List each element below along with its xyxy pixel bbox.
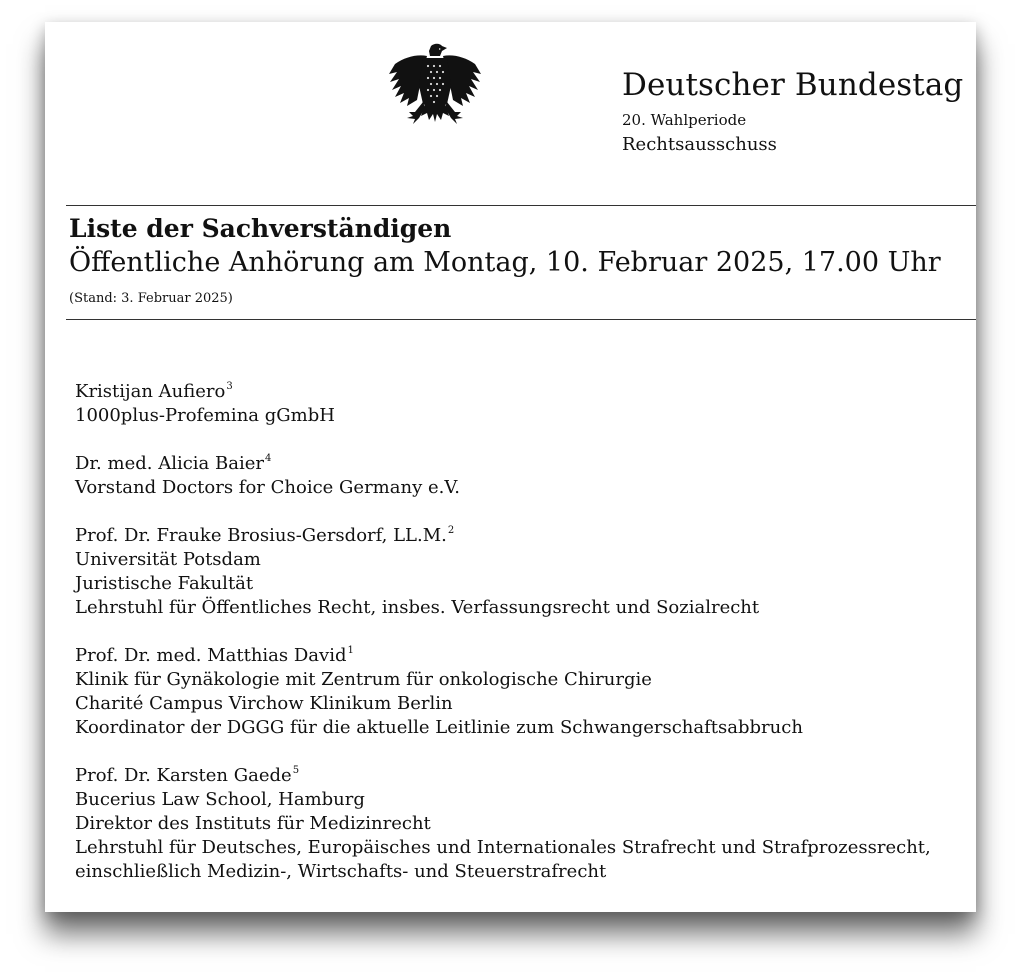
expert-affiliation: Direktor des Instituts für Medizinrecht [75,813,431,834]
expert-name: Kristijan Aufiero [75,381,226,402]
footnote-marker: 5 [292,765,300,776]
committee-name: Rechtsausschuss [622,134,777,155]
document-subtitle: Öffentliche Anhörung am Montag, 10. Februar 2025, 17.00 Uhr [69,247,941,278]
expert-entry [75,644,965,740]
expert-affiliation: 1000plus-Profemina gGmbH [75,405,335,426]
footnote-marker: 4 [264,453,272,464]
expert-entry [75,452,965,500]
expert-list [75,380,965,908]
footnote-marker: 3 [226,381,233,392]
expert-name: Dr. med. Alicia Baier [75,453,264,474]
institution-name: Deutscher Bundestag [622,67,964,103]
expert-affiliation: Koordinator der DGGG für die aktuelle Leitlinie zum Schwangerschaftsabbruch [75,717,803,738]
expert-affiliation: Lehrstuhl für Deutsches, Europäisches und Internationales Strafrecht und Strafprozessrecht, [75,837,931,858]
expert-affiliation: einschließlich Medizin-, Wirtschafts- und Steuerstrafrecht [75,861,607,882]
expert-name-line [75,452,965,476]
expert-affiliation: Juristische Fakultät [75,573,254,594]
expert-entry [75,524,965,620]
expert-name: Prof. Dr. med. Matthias David [75,645,347,666]
expert-entry [75,764,965,884]
expert-affiliation: Charité Campus Virchow Klinikum Berlin [75,693,453,714]
document-page [45,22,976,912]
divider-top [66,205,976,206]
expert-name-line [75,764,965,788]
expert-affiliation: Lehrstuhl für Öffentliches Recht, insbes. Verfassungsrecht und Sozialrecht [75,597,760,618]
divider-bottom [66,319,976,320]
expert-affiliation: Vorstand Doctors for Choice Germany e.V. [75,477,460,498]
federal-eagle-icon [387,42,483,130]
expert-name-line [75,380,965,404]
expert-affiliation: Klinik für Gynäkologie mit Zentrum für onkologische Chirurgie [75,669,652,690]
expert-name: Prof. Dr. Frauke Brosius-Gersdorf, LL.M. [75,525,447,546]
document-status-date: (Stand: 3. Februar 2025) [69,291,233,306]
expert-name-line [75,644,965,668]
expert-affiliation: Bucerius Law School, Hamburg [75,789,365,810]
footnote-marker: 1 [347,645,354,656]
expert-entry [75,380,965,428]
document-title: Liste der Sachverständigen [69,214,452,243]
expert-name-line [75,524,965,548]
legislative-period: 20. Wahlperiode [622,111,747,129]
footnote-marker: 2 [447,525,455,536]
institution-block [622,66,963,157]
expert-name: Prof. Dr. Karsten Gaede [75,765,292,786]
expert-affiliation: Universität Potsdam [75,549,261,570]
